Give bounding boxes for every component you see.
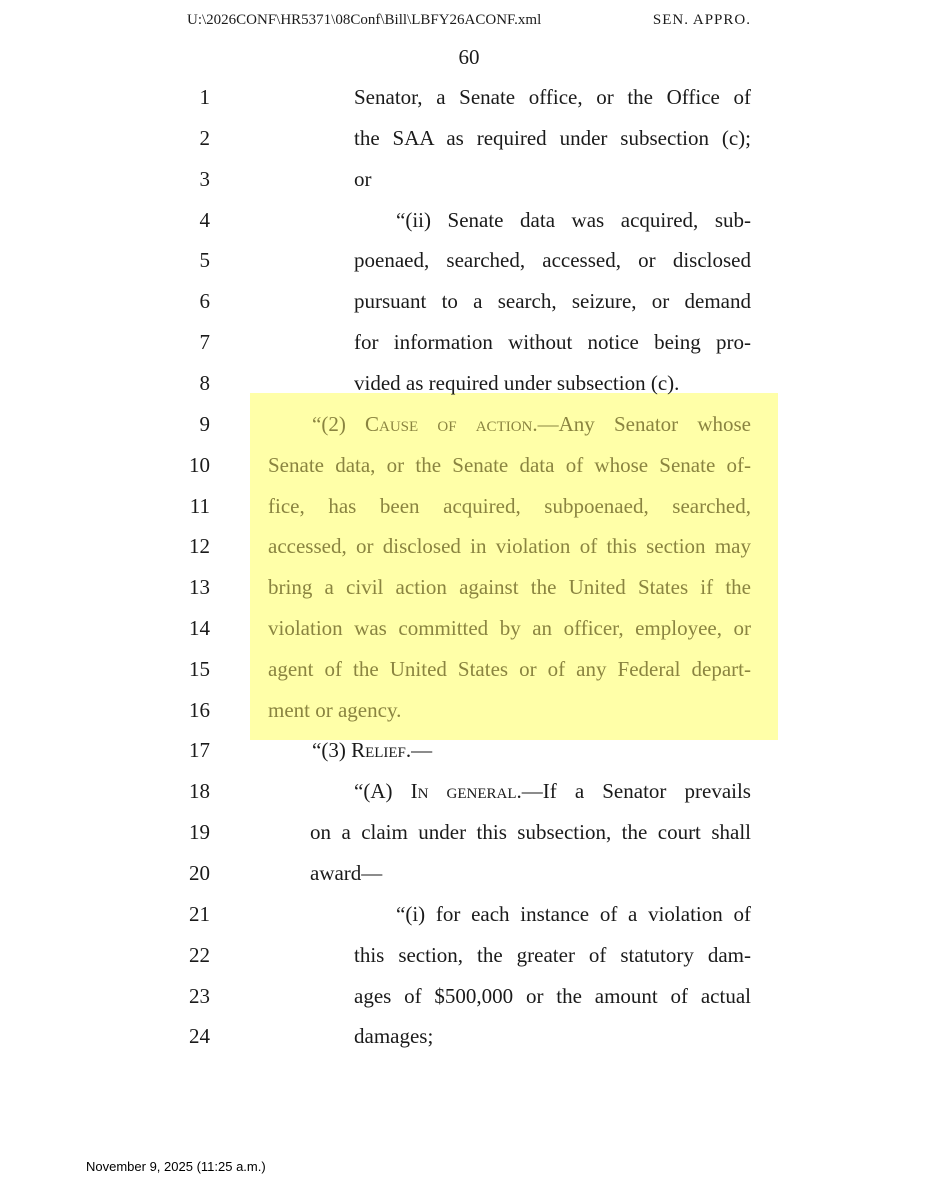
- file-path-header: U:\2026CONF\HR5371\08Conf\Bill\LBFY26ACONF.xml: [187, 12, 542, 28]
- line-text: agent of the United States or of any Federal depart-: [268, 657, 751, 681]
- line-number: 22: [189, 943, 210, 967]
- line-text: vided as required under subsection (c).: [354, 371, 680, 395]
- line-number: 18: [189, 779, 210, 803]
- text-line: [0, 363, 938, 403]
- committee-header: SEN. APPRO.: [652, 12, 751, 28]
- line-text: accessed, or disclosed in violation of this section may: [268, 534, 751, 558]
- line-text: poenaed, searched, accessed, or disclosed: [354, 248, 751, 272]
- paragraph-text: .—Any Senator whose: [532, 412, 751, 436]
- line-number: 12: [189, 534, 210, 558]
- paragraph-prefix: “(3): [312, 738, 352, 762]
- page-number: 60: [458, 45, 480, 69]
- paragraph-heading: Relief: [351, 738, 406, 762]
- text-line: [0, 935, 938, 975]
- line-text: “(i) for each instance of a violation of: [396, 902, 751, 926]
- line-text: on a claim under this subsection, the court shall: [310, 820, 751, 844]
- line-number: 7: [199, 330, 210, 354]
- line-number: 6: [199, 289, 210, 313]
- line-text: pursuant to a search, seizure, or demand: [354, 289, 751, 313]
- line-number: 20: [189, 861, 210, 885]
- text-line: [0, 690, 938, 730]
- text-line: [0, 771, 938, 811]
- line-text: fice, has been acquired, subpoenaed, searched,: [268, 494, 751, 518]
- line-number: 24: [189, 1024, 210, 1048]
- paragraph-heading: Cause of action: [365, 412, 533, 436]
- line-number: 1: [199, 85, 210, 109]
- text-line: [0, 445, 938, 485]
- text-line: [0, 853, 938, 893]
- line-number: 19: [189, 820, 210, 844]
- line-number: 16: [189, 698, 210, 722]
- line-number: 3: [199, 167, 210, 191]
- text-line: [0, 200, 938, 240]
- line-text: [354, 771, 751, 811]
- line-text: this section, the greater of statutory dam-: [354, 943, 751, 967]
- line-text: [312, 404, 751, 444]
- line-number: 11: [189, 494, 210, 518]
- text-line: [0, 281, 938, 321]
- line-number: 9: [199, 412, 210, 436]
- line-text: [312, 730, 751, 770]
- text-line: [0, 404, 938, 444]
- footer-timestamp: November 9, 2025 (11:25 a.m.): [86, 1159, 266, 1174]
- text-line: [0, 526, 938, 566]
- line-text: violation was committed by an officer, employee, or: [268, 616, 751, 640]
- text-line: [0, 649, 938, 689]
- text-line: [0, 812, 938, 852]
- line-text: “(ii) Senate data was acquired, sub-: [396, 208, 751, 232]
- text-line: [0, 159, 938, 199]
- line-text: ages of $500,000 or the amount of actual: [354, 984, 751, 1008]
- line-number: 15: [189, 657, 210, 681]
- text-line: [0, 608, 938, 648]
- line-text: or: [354, 167, 372, 191]
- line-number: 23: [189, 984, 210, 1008]
- line-number: 4: [199, 208, 210, 232]
- text-line: [0, 730, 938, 770]
- line-number: 21: [189, 902, 210, 926]
- line-number: 13: [189, 575, 210, 599]
- text-line: [0, 894, 938, 934]
- text-line: [0, 1016, 938, 1056]
- paragraph-prefix: “(A): [354, 779, 411, 803]
- text-line: [0, 567, 938, 607]
- paragraph-text: .—: [405, 738, 433, 762]
- line-text: Senator, a Senate office, or the Office of: [354, 85, 751, 109]
- line-text: bring a civil action against the United States if the: [268, 575, 751, 599]
- text-line: [0, 322, 938, 362]
- line-text: ment or agency.: [268, 698, 402, 722]
- line-text: award—: [310, 861, 383, 885]
- line-text: damages;: [354, 1024, 434, 1048]
- paragraph-prefix: “(2): [312, 412, 365, 436]
- line-text: for information without notice being pro-: [354, 330, 751, 354]
- text-line: [0, 486, 938, 526]
- line-text: Senate data, or the Senate data of whose Senate of-: [268, 453, 751, 477]
- line-number: 5: [199, 248, 210, 272]
- line-number: 2: [199, 126, 210, 150]
- text-line: [0, 240, 938, 280]
- line-text: the SAA as required under subsection (c);: [354, 126, 751, 150]
- line-number: 8: [199, 371, 210, 395]
- paragraph-text: .—If a Senator prevails: [516, 779, 751, 803]
- line-number: 17: [189, 738, 210, 762]
- text-line: [0, 976, 938, 1016]
- line-number: 10: [189, 453, 210, 477]
- line-number: 14: [189, 616, 210, 640]
- text-line: [0, 118, 938, 158]
- paragraph-heading: In general: [410, 779, 517, 803]
- text-line: [0, 77, 938, 117]
